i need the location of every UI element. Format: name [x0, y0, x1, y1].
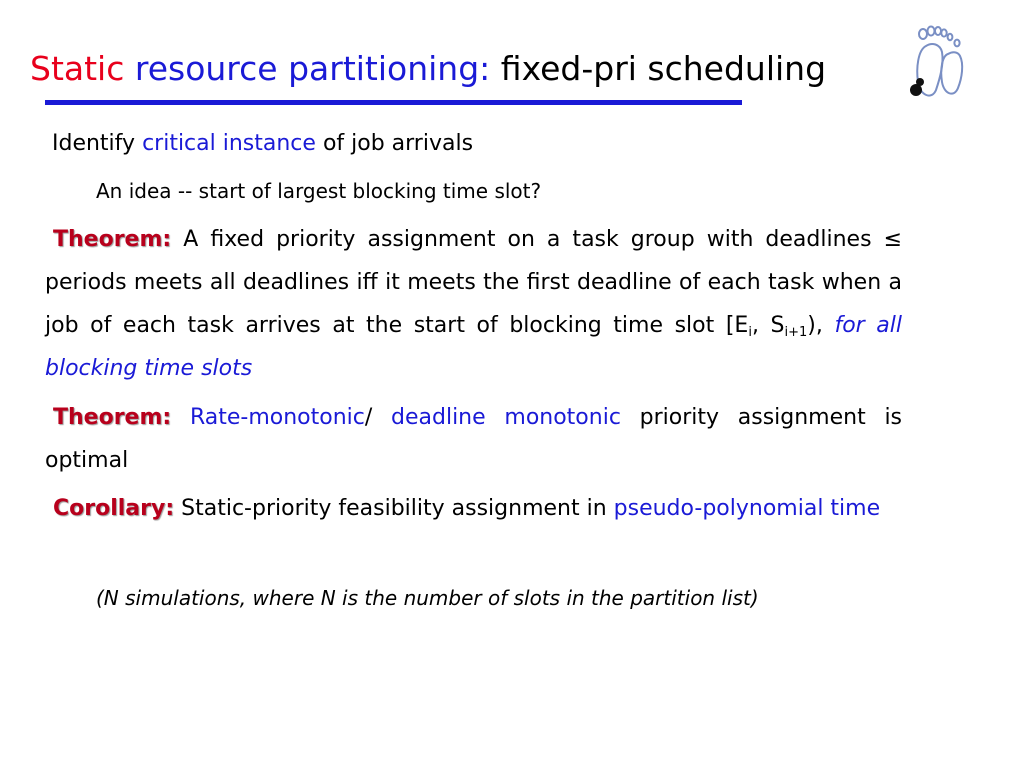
theorem-1-close: ),	[807, 313, 823, 338]
bullet1-highlight: critical instance	[142, 131, 316, 156]
title-resource-partitioning: resource partitioning:	[134, 49, 491, 88]
theorem-2-slash: /	[364, 405, 373, 430]
theorem-1-highlight: for all blocking time slots	[45, 313, 902, 381]
theorem-1-comma: , S	[751, 313, 785, 338]
title-underline	[45, 100, 742, 105]
footprints-icon	[898, 20, 968, 110]
bullet1-post: of job arrivals	[322, 131, 474, 156]
corollary-highlight: pseudo-polynomial time	[613, 496, 881, 521]
theorem-2-rate-monotonic: Rate-monotonic	[189, 405, 365, 430]
corollary-label: Corollary:	[53, 496, 175, 521]
sub-bullet-idea: An idea -- start of largest blocking time slot?	[96, 179, 542, 203]
corollary	[45, 487, 902, 530]
theorem-1	[45, 218, 902, 390]
title-static: Static	[30, 49, 125, 88]
title-fixed-pri-scheduling: fixed-pri scheduling	[500, 49, 827, 88]
theorem-1-sub-i1: i+1	[784, 325, 808, 340]
theorem-1-sub-i: i	[748, 325, 752, 340]
theorem-2	[45, 396, 902, 482]
slide-title	[30, 50, 826, 88]
theorem-1-label: Theorem:	[53, 227, 172, 252]
corollary-text: Static-priority feasibility assignment in	[181, 496, 607, 521]
bullet-critical-instance	[52, 130, 473, 159]
theorem-2-deadline-monotonic: deadline monotonic	[391, 405, 621, 430]
sub-bullet-simulations: (N simulations, where N is the number of slots in the partition list)	[96, 586, 759, 610]
theorem-1-text: A fixed priority assignment on a task group with deadlines ≤ periods meets all deadlines iff it meets the first deadline of each task when a job of each task arrives at the start of blocking time slot [E	[45, 227, 902, 338]
theorem-2-text: priority assignment is optimal	[45, 405, 903, 473]
bullet1-pre: Identify	[52, 131, 136, 156]
theorem-2-label: Theorem:	[53, 405, 172, 430]
